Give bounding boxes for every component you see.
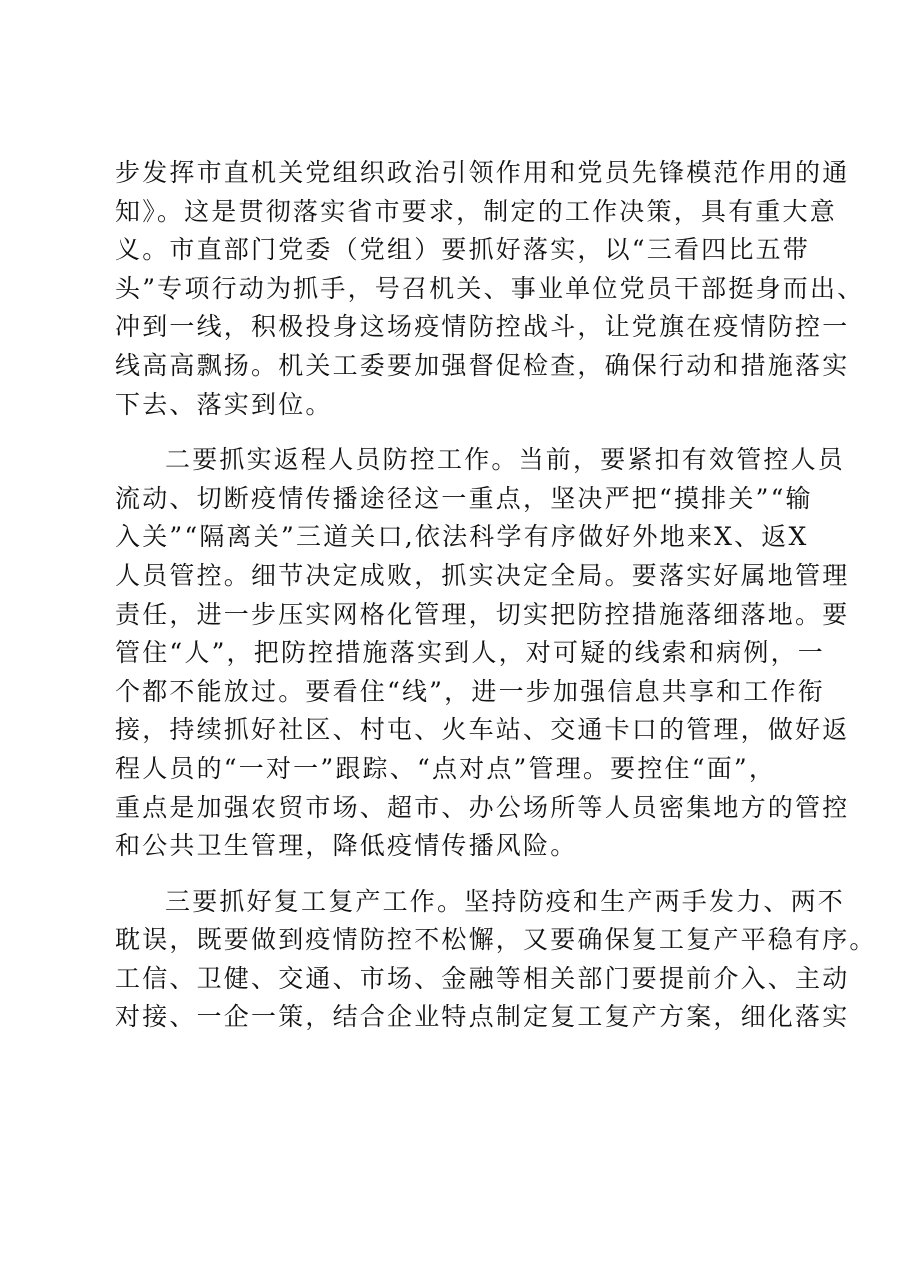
text-line: 下去、落实到位。 <box>115 389 333 419</box>
text-line: 耽误，既要做到疫情防控不松懈，又要确保复工复产平稳有序。 <box>115 925 877 955</box>
document-body <box>115 154 877 1037</box>
text-line: 流动、切断疫情传播途径这一重点，坚决严把“摸排关”“输 <box>115 483 813 513</box>
paragraph-gap <box>115 424 805 441</box>
text-line: 三要抓好复工复产工作。坚持防疫和生产两手发力、两不 <box>165 886 846 916</box>
text-line: 个都不能放过。要看住“线”，进一步加强信息共享和工作衔 <box>115 676 825 706</box>
paragraph-gap <box>115 866 805 883</box>
text-line: 接，持续抓好社区、村屯、火车站、交通卡口的管理，做好返 <box>115 715 850 745</box>
text-line: 程人员的“一对一”跟踪、“点对点”管理。要控住“面”， <box>115 753 777 783</box>
text-line: 工信、卫健、交通、市场、金融等相关部门要提前介入、主动 <box>115 963 850 993</box>
text-line: 对接、一企一策，结合企业特点制定复工复产方案，细化落实 <box>115 1002 850 1032</box>
text-line: 管住“人”，把防控措施落实到人，对可疑的线索和病例，一 <box>115 638 825 668</box>
paragraph-returnee-control <box>115 441 850 866</box>
text-line: 冲到一线，积极投身这场疫情防控战斗，让党旗在疫情防控一 <box>115 312 850 342</box>
text-line: 义。市直部门党委（党组）要抓好落实，以“三看四比五带 <box>115 235 810 265</box>
text-line: 头”专项行动为抓手，号召机关、事业单位党员干部挺身而出、 <box>115 273 865 303</box>
paragraph-continuation <box>115 154 865 424</box>
text-line: 知》。这是贯彻落实省市要求，制定的工作决策，具有重大意 <box>115 196 837 226</box>
text-line: 人员管控。细节决定成败，抓实决定全局。要落实好属地管理 <box>115 560 850 590</box>
text-line: 和公共卫生管理，降低疫情传播风险。 <box>115 831 578 861</box>
paragraph-resume-production <box>115 883 877 1037</box>
text-line: 入关”“隔离关”三道关口,依法科学有序做好外地来X、返X <box>115 522 809 552</box>
text-line: 步发挥市直机关党组织政治引领作用和党员先锋模范作用的通 <box>115 158 850 187</box>
text-line: 重点是加强农贸市场、超市、办公场所等人员密集地方的管控 <box>115 792 850 822</box>
text-line: 责任，进一步压实网格化管理，切实把防控措施落细落地。要 <box>115 599 850 629</box>
text-line: 二要抓实返程人员防控工作。当前，要紧扣有效管控人员 <box>165 445 846 475</box>
text-line: 线高高飘扬。机关工委要加强督促检查，确保行动和措施落实 <box>115 350 850 380</box>
